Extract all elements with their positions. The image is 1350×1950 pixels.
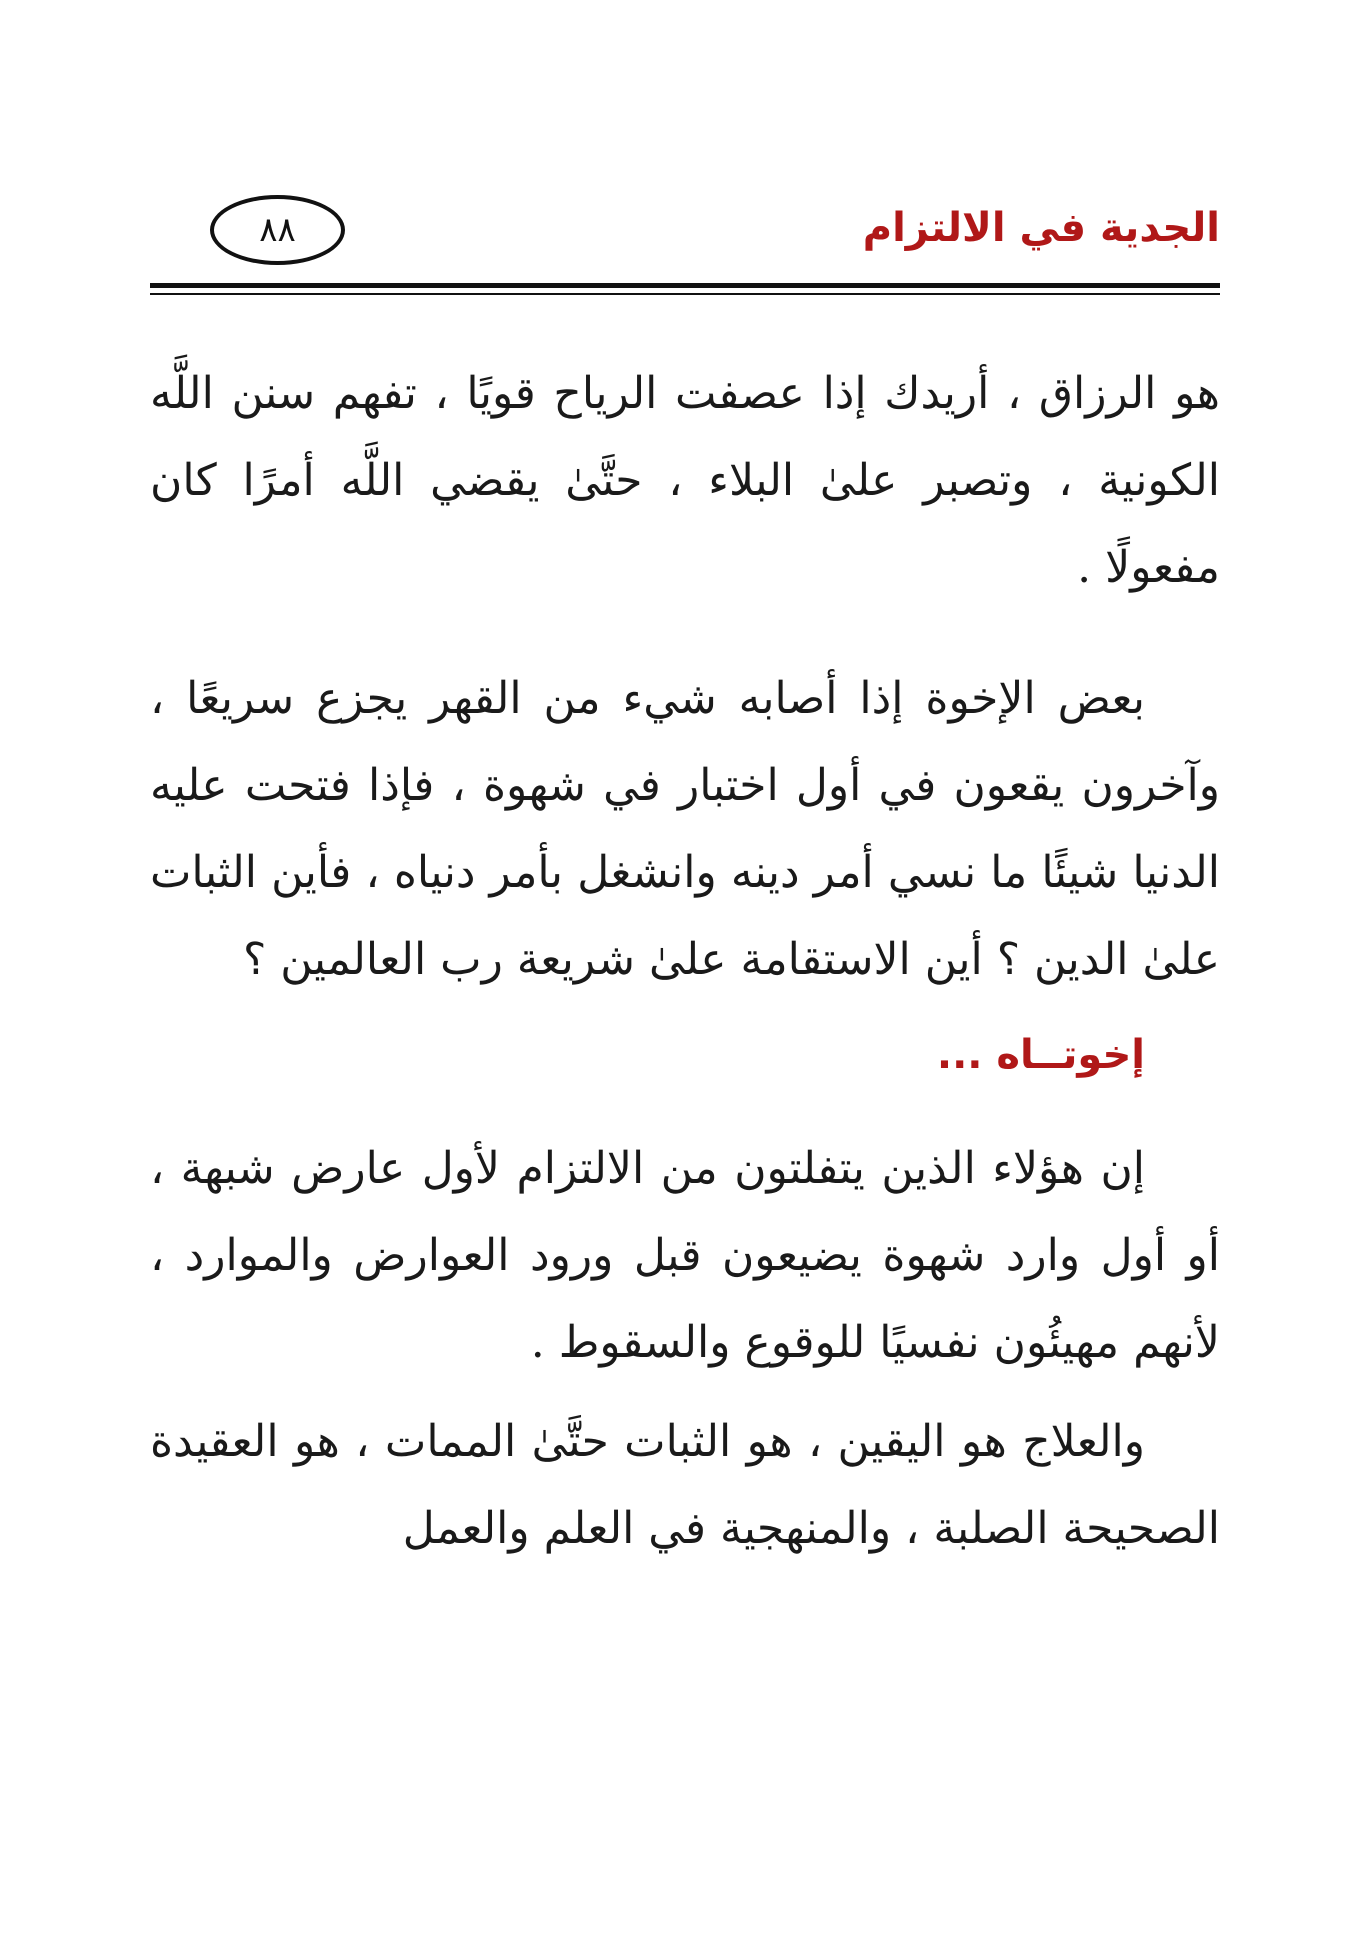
- page-body: [150, 350, 1220, 1572]
- page-header: [150, 185, 1220, 295]
- page-number-oval: [210, 195, 345, 265]
- header-rule-thin: [150, 293, 1220, 295]
- paragraph-2: بعض الإخوة إذا أصابه شيء من القهر يجزع سريعًا ، وآخرون يقعون في أول اختبار في شهوة ، فإذا فتحت عليه الدنيا شيئًا ما نسي أمر دينه وانشغل بأمر دنياه ، فأين الثبات علىٰ الدين ؟ أين الاستقامة علىٰ شريعة رب العالمين ؟: [150, 673, 1220, 985]
- page-number: ٨٨: [259, 210, 296, 250]
- paragraph-3: إن هؤلاء الذين يتفلتون من الالتزام لأول عارض شبهة ، أو أول وارد شهوة يضيعون قبل ورود العوارض والموارد ، لأنهم مهيئُون نفسيًا للوقوع والسقوط .: [150, 1143, 1220, 1368]
- paragraph-4: والعلاج هو اليقين ، هو الثبات حتَّىٰ الممات ، هو العقيدة الصحيحة الصلبة ، والمنهجية في العلم والعمل: [150, 1416, 1220, 1554]
- running-title: الجدية في الالتزام: [862, 205, 1220, 251]
- paragraph-gap: [150, 611, 1220, 655]
- paragraph-1: هو الرزاق ، أريدك إذا عصفت الرياح قويًا ، تفهم سنن اللَّه الكونية ، وتصبر علىٰ البلاء ، حتَّىٰ يقضي اللَّه أمرًا كان مفعولًا .: [150, 368, 1220, 593]
- paragraph-gap: [150, 1003, 1220, 1015]
- header-rule-thick: [150, 283, 1220, 288]
- paragraph-gap: [150, 1386, 1220, 1398]
- book-page: [150, 0, 1220, 1950]
- paragraph-gap: [150, 1095, 1220, 1125]
- section-heading: إخوتــاه ...: [936, 1032, 1145, 1078]
